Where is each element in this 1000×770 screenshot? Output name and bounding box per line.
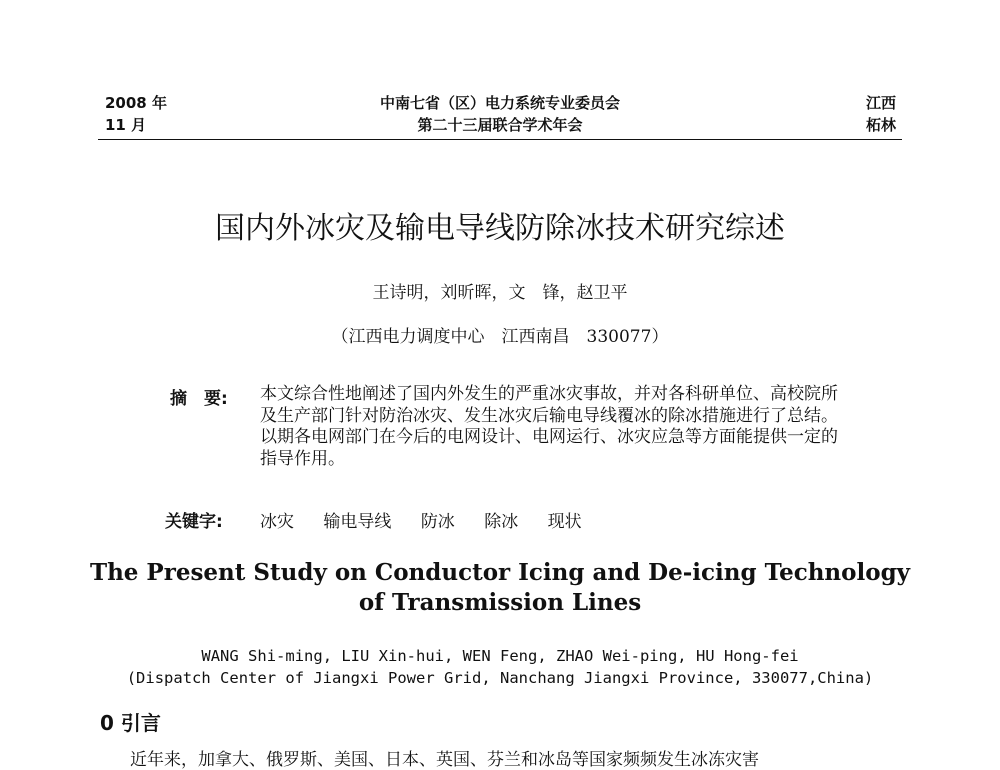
authors-en: WANG Shi-ming, LIU Xin-hui, WEN Feng, ZHAO Wei-ping, HU Hong-fei <box>201 647 799 665</box>
keywords-list <box>260 507 606 532</box>
keyword: 现状 <box>547 512 582 532</box>
abstract-label: 摘 要: <box>170 389 228 409</box>
keyword: 除冰 <box>484 512 519 532</box>
paper-title-en-line1: The Present Study on Conductor Icing and De-icing Technology <box>89 559 911 586</box>
header-town: 柘林 <box>865 116 896 134</box>
paper-title-en <box>80 558 920 618</box>
keyword: 防冰 <box>420 512 455 532</box>
keywords-label: 关键字: <box>165 512 223 532</box>
keyword: 输电导线 <box>323 512 392 532</box>
affiliation-en: (Dispatch Center of Jiangxi Power Grid, Nanchang Jiangxi Province, 330077,China) <box>126 669 874 687</box>
header-date <box>105 92 167 136</box>
abstract-text: 本文综合性地阐述了国内外发生的严重冰灾事故，并对各科研单位、高校院所及生产部门针对防治冰灾、发生冰灾后输电导线覆冰的除冰措施进行了总结。以期各电网部门在今后的电网设计、电网运行、冰灾应急等方面能提供一定的指导作用。 <box>260 384 838 469</box>
section-heading-introduction: 0 引言 <box>100 711 161 735</box>
keyword: 冰灾 <box>260 512 294 532</box>
header-divider <box>98 139 902 140</box>
affiliation-cn: （江西电力调度中心 江西南昌 330077） <box>331 327 669 347</box>
body-text-first-line: 近年来，加拿大、俄罗斯、美国、日本、英国、芬兰和冰岛等国家频频发生冰冻灾害 <box>130 750 759 770</box>
header-committee: 中南七省（区）电力系统专业委员会 <box>379 94 620 112</box>
paper-title-cn: 国内外冰灾及输电导线防除冰技术研究综述 <box>215 211 785 246</box>
header-location <box>820 92 896 136</box>
header-year: 2008 年 <box>105 94 167 112</box>
header-session: 第二十三届联合学术年会 <box>417 116 583 134</box>
paper-title-en-line2: of Transmission Lines <box>358 589 642 616</box>
header-province: 江西 <box>865 94 896 112</box>
header-month: 11 月 <box>105 116 147 134</box>
header-conference <box>250 92 750 136</box>
authors-cn: 王诗明，刘昕晖，文 锋，赵卫平 <box>372 283 628 303</box>
